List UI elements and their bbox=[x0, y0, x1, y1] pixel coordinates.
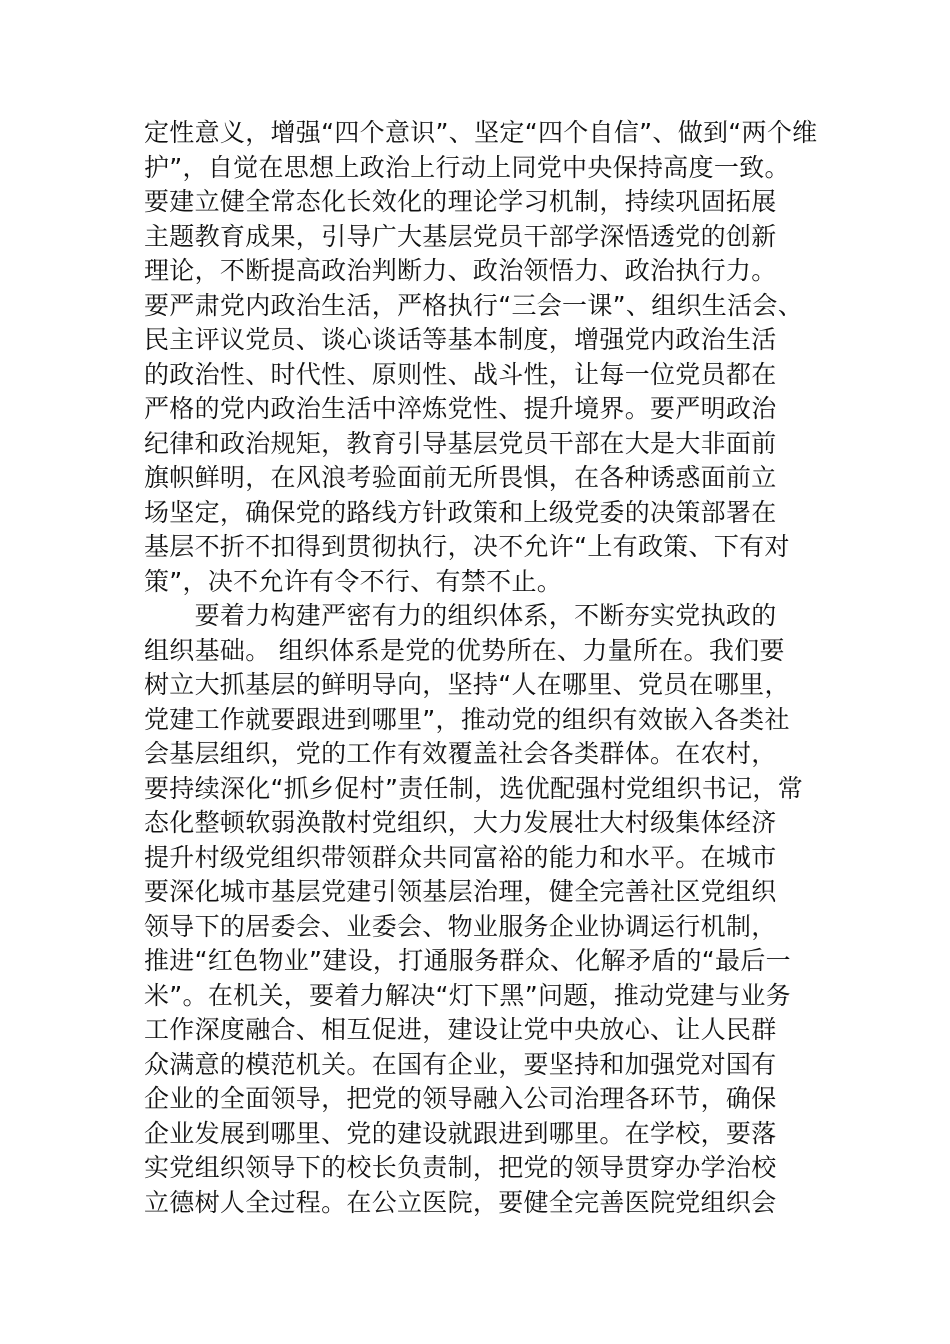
text-line: 基层不折不扣得到贯彻执行，决不允许“上有政策、下有对 bbox=[144, 532, 790, 561]
paragraph-start-line: 要着力构建严密有力的组织体系，不断夯实党执政的 bbox=[144, 601, 777, 630]
text-line: 领导下的居委会、业委会、物业服务企业协调运行机制， bbox=[144, 911, 777, 941]
text-line: 企业的全面领导，把党的领导融入公司治理各环节，确保 bbox=[144, 1084, 777, 1113]
text-line: 严格的党内政治生活中淬炼党性、提升境界。要严明政治 bbox=[144, 394, 777, 423]
text-line: 要严肃党内政治生活，严格执行“三会一课”、组织生活会、 bbox=[144, 290, 804, 320]
text-line: 主题教育成果，引导广大基层党员干部学深悟透党的创新 bbox=[144, 221, 777, 251]
text-line: 推进“红色物业”建设，打通服务群众、化解矛盾的“最后一 bbox=[144, 946, 791, 975]
text-line: 民主评议党员、谈心谈话等基本制度，增强党内政治生活 bbox=[144, 325, 777, 354]
text-line: 众满意的模范机关。在国有企业，要坚持和加强党对国有 bbox=[144, 1049, 777, 1079]
text-line: 场坚定，确保党的路线方针政策和上级党委的决策部署在 bbox=[144, 497, 777, 527]
text-line: 组织基础。 组织体系是党的优势所在、力量所在。我们要 bbox=[144, 635, 785, 665]
text-line: 要建立健全常态化长效化的理论学习机制，持续巩固拓展 bbox=[144, 187, 777, 216]
text-line: 定性意义，增强“四个意识”、坚定“四个自信”、做到“两个维 bbox=[144, 118, 818, 147]
text-line: 米”。在机关，要着力解决“灯下黑”问题，推动党建与业务 bbox=[144, 980, 791, 1010]
text-line: 要持续深化“抓乡促村”责任制，选优配强村党组织书记，常 bbox=[144, 773, 804, 803]
text-line: 企业发展到哪里、党的建设就跟进到哪里。在学校，要落 bbox=[144, 1118, 777, 1148]
text-line: 提升村级党组织带领群众共同富裕的能力和水平。在城市 bbox=[144, 842, 777, 872]
text-line: 策”，决不允许有令不行、有禁不止。 bbox=[144, 566, 563, 596]
text-line: 旗帜鲜明，在风浪考验面前无所畏惧，在各种诱惑面前立 bbox=[144, 463, 777, 492]
text-line: 护”，自觉在思想上政治上行动上同党中央保持高度一致。 bbox=[144, 152, 790, 182]
text-line: 要深化城市基层党建引领基层治理，健全完善社区党组织 bbox=[144, 877, 777, 906]
text-line: 树立大抓基层的鲜明导向，坚持“人在哪里、党员在哪里， bbox=[144, 670, 790, 699]
text-line: 党建工作就要跟进到哪里”，推动党的组织有效嵌入各类社 bbox=[144, 704, 790, 734]
text-line: 纪律和政治规矩，教育引导基层党员干部在大是大非面前 bbox=[144, 428, 777, 458]
text-line: 工作深度融合、相互促进，建设让党中央放心、让人民群 bbox=[144, 1015, 777, 1044]
text-line: 态化整顿软弱涣散村党组织，大力发展壮大村级集体经济 bbox=[144, 808, 777, 837]
text-line: 会基层组织，党的工作有效覆盖社会各类群体。在农村， bbox=[144, 739, 777, 768]
text-line: 的政治性、时代性、原则性、战斗性，让每一位党员都在 bbox=[144, 359, 777, 389]
body-text bbox=[144, 116, 818, 1220]
text-line: 实党组织领导下的校长负责制，把党的领导贯穿办学治校 bbox=[144, 1153, 777, 1182]
text-line: 理论，不断提高政治判断力、政治领悟力、政治执行力。 bbox=[144, 256, 777, 285]
text-line: 立德树人全过程。在公立医院，要健全完善医院党组织会 bbox=[144, 1187, 777, 1217]
